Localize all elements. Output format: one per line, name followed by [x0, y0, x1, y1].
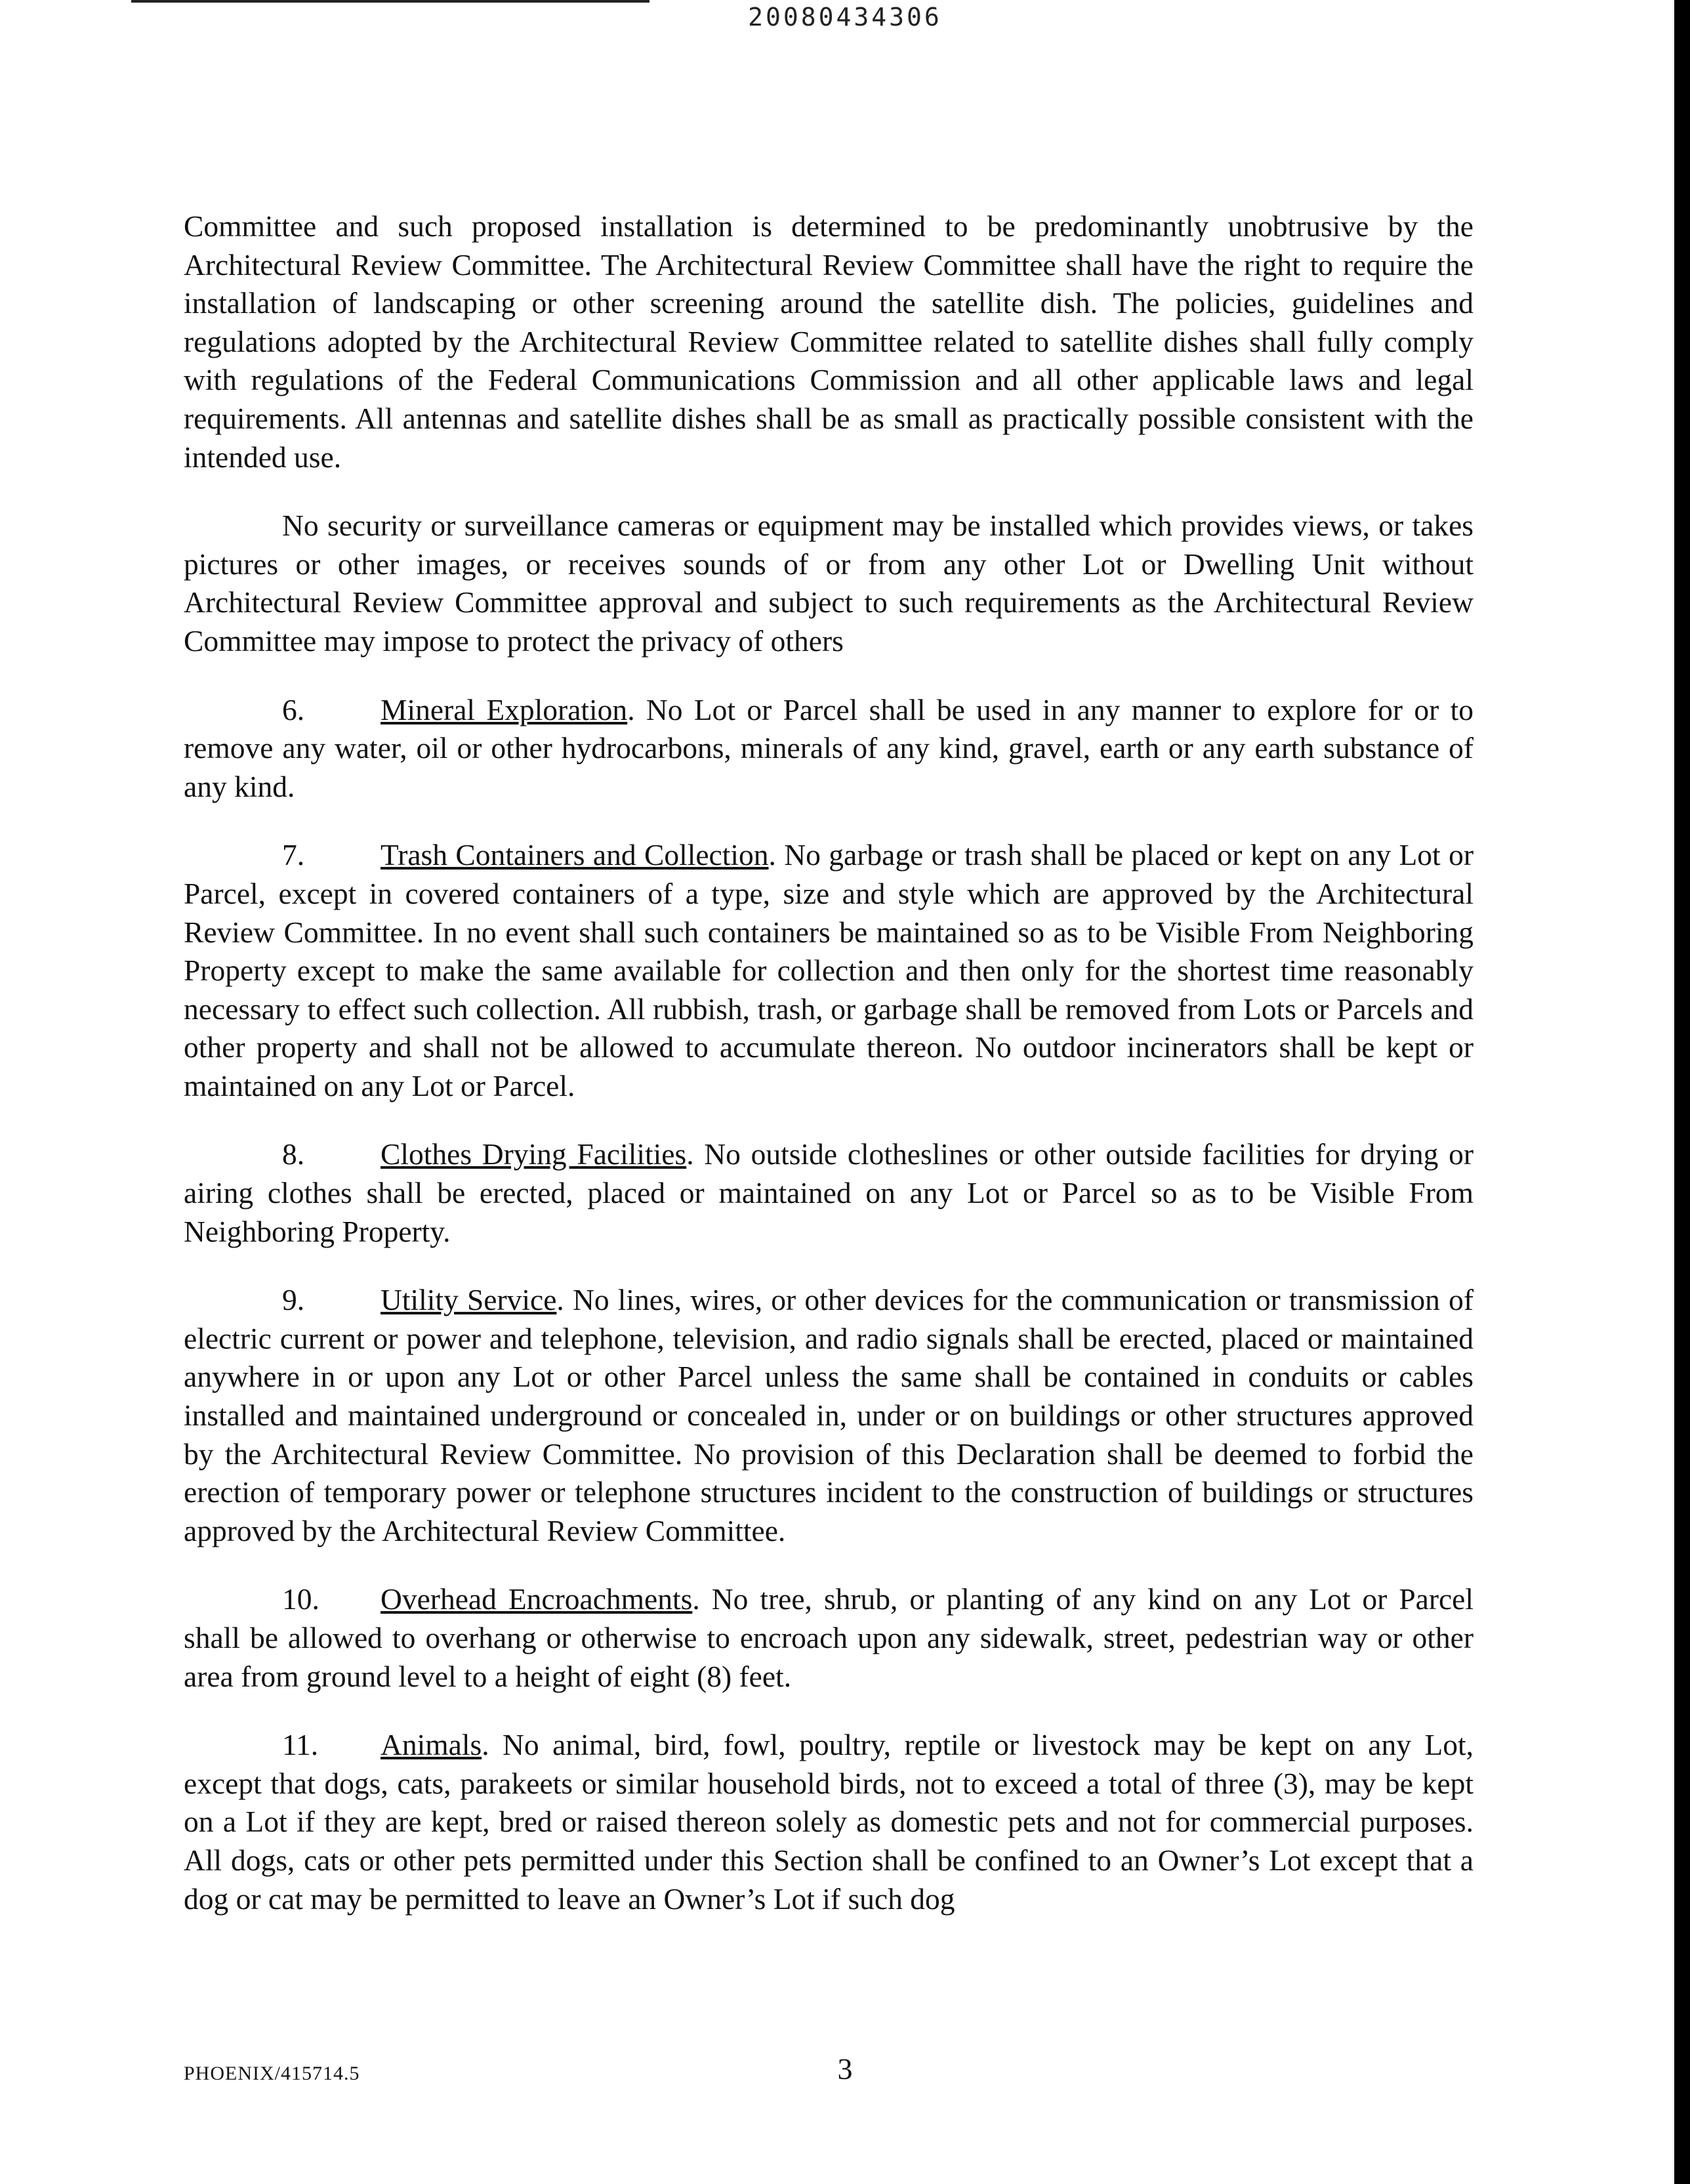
document-body	[184, 207, 1474, 1948]
section-number: 10.	[282, 1582, 319, 1616]
intro-paragraph-2: No security or surveillance cameras or equipment may be installed which provides views, or takes pictures or other images, or receives sounds of or from any other Lot or Dwelling Unit without Architectural Review Committee approval and subject to such requirements as the Architectural Review Committee may impose to protect the privacy of others	[184, 509, 1474, 658]
section-text: . No outside clotheslines or other outside facilities for drying or airing clothes shall be erected, placed or maintained on any Lot or Parcel so as to be Visible From Neighboring Property.	[184, 1137, 1474, 1248]
footer-document-id: PHOENIX/415714.5	[184, 2063, 360, 2084]
intro-paragraph-1: Committee and such proposed installation is determined to be predominantly unobtrusive by the Architectural Review Committee. The Architectural Review Committee shall have the right to require the installation of landscaping or other screening around the satellite dish. The policies, guidelines and regulations adopted by the Architectural Review Committee related to satellite dishes shall fully comply with regulations of the Federal Communications Commission and all other applicable laws and legal requirements. All antennas and satellite dishes shall be as small as practically possible consistent with the intended use.	[184, 209, 1474, 474]
section-text: . No lines, wires, or other devices for the communication or transmission of electric current or power and telephone, television, and radio signals shall be erected, placed or maintained anywhere in or upon any Lot or other Parcel unless the same shall be contained in conduits or cables installed and maintained underground or concealed in, under or on buildings or other structures approved by the Architectural Review Committee. No provision of this Declaration shall be deemed to forbid the erection of temporary power or telephone structures incident to the construction of buildings or structures approved by the Architectural Review Committee.	[184, 1283, 1474, 1547]
section-10	[184, 1580, 1474, 1696]
section-title: Overhead Encroachments	[381, 1582, 693, 1616]
section-number: 7.	[282, 838, 305, 872]
section-9	[184, 1281, 1474, 1550]
section-title: Utility Service	[381, 1283, 557, 1317]
section-text: . No tree, shrub, or planting of any kind on any Lot or Parcel shall be allowed to overhang or otherwise to encroach upon any sidewalk, street, pedestrian way or other area from ground level to a height of eight (8) feet.	[184, 1582, 1474, 1693]
section-number: 11.	[282, 1728, 319, 1762]
section-11	[184, 1726, 1474, 1918]
section-text: . No Lot or Parcel shall be used in any manner to explore for or to remove any water, oil or other hydrocarbons, minerals of any kind, gravel, earth or any earth substance of any kind.	[184, 692, 1474, 803]
scan-edge-bar	[1674, 0, 1690, 2184]
section-8	[184, 1135, 1474, 1251]
section-number: 6.	[282, 692, 305, 726]
section-title: Trash Containers and Collection	[381, 838, 769, 872]
section-title: Clothes Drying Facilities	[381, 1137, 687, 1171]
section-text: . No garbage or trash shall be placed or kept on any Lot or Parcel, except in covered containers of a type, size and style which are approved by the Architectural Review Committee. In no event shall such containers be maintained so as to be Visible From Neighboring Property except to make the same available for collection and then only for the shortest time reasonably necessary to effect such collection. All rubbish, trash, or garbage shall be removed from Lots or Parcels and other property and shall not be allowed to accumulate thereon. No outdoor incinerators shall be kept or maintained on any Lot or Parcel.	[184, 838, 1474, 1102]
document-number: 20080434306	[748, 3, 942, 32]
section-7	[184, 836, 1474, 1105]
section-title: Mineral Exploration	[381, 692, 628, 726]
section-6	[184, 691, 1474, 807]
page-number: 3	[837, 2052, 853, 2086]
section-number: 8.	[282, 1137, 305, 1171]
section-text: . No animal, bird, fowl, poultry, reptile or livestock may be kept on any Lot, except that dogs, cats, parakeets or similar household birds, not to exceed a total of three (3), may be kept on a Lot if they are kept, bred or raised thereon solely as domestic pets and not for commercial purposes. All dogs, cats or other pets permitted under this Section shall be confined to an Owner’s Lot except that a dog or cat may be permitted to leave an Owner’s Lot if such dog	[184, 1728, 1474, 1916]
section-title: Animals	[381, 1728, 482, 1762]
section-number: 9.	[282, 1283, 305, 1317]
